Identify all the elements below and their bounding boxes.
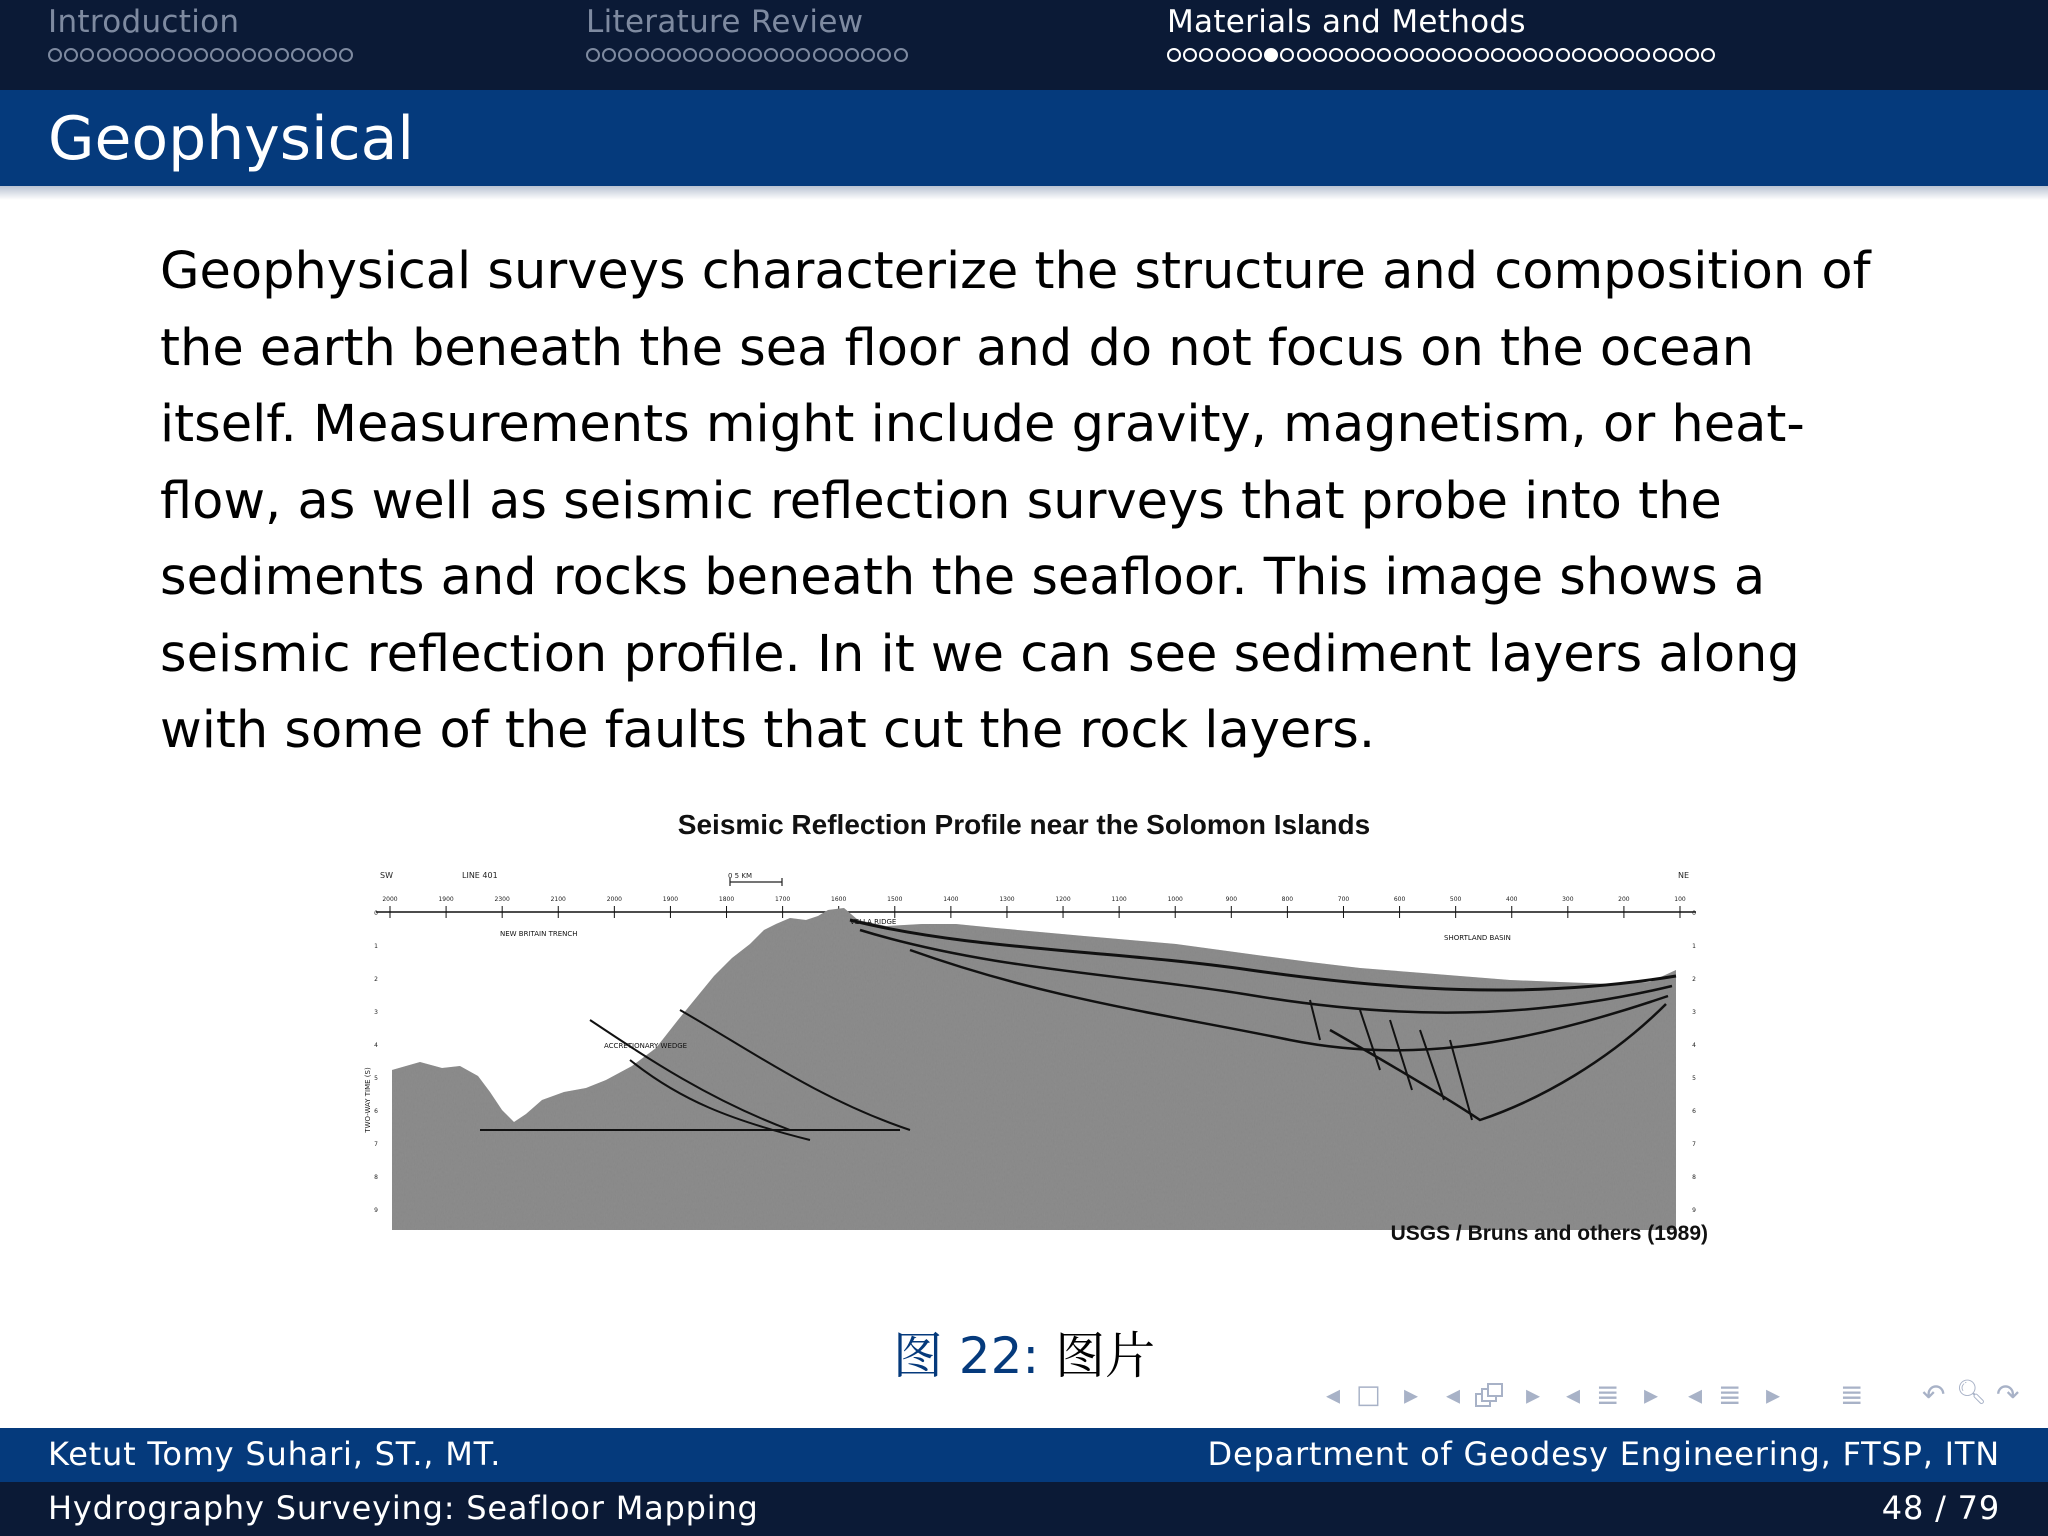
nav-frame-dot[interactable] — [635, 48, 649, 62]
nav-frame-dot[interactable] — [258, 48, 272, 62]
nav-frame-dot[interactable] — [894, 48, 908, 62]
top-tick-label: 500 — [1449, 896, 1462, 903]
nav-back-icon[interactable]: ↶ — [1922, 1378, 1946, 1411]
nav-frame-dot[interactable] — [1442, 48, 1456, 62]
nav-frame-dot[interactable] — [877, 48, 891, 62]
side-tick-label: 2 — [374, 976, 378, 983]
side-tick-label: 7 — [374, 1141, 378, 1148]
nav-presentation-prev-icon[interactable]: ◂ — [1688, 1378, 1703, 1411]
side-tick-label: 8 — [1692, 1174, 1696, 1181]
nav-frame-dot[interactable] — [829, 48, 843, 62]
top-tick-label: 1500 — [887, 896, 903, 903]
nav-frame-dot[interactable] — [1701, 48, 1715, 62]
nav-section-next-icon[interactable]: ▸ — [1644, 1378, 1659, 1411]
footer-author-bar — [0, 1428, 2048, 1482]
nav-frame-dot[interactable] — [748, 48, 762, 62]
nav-subsection-icon[interactable] — [1474, 1382, 1508, 1412]
nav-frame-dot[interactable] — [307, 48, 321, 62]
nav-align-icon[interactable]: ≣ — [1840, 1378, 1864, 1411]
top-tick-label: 300 — [1562, 896, 1574, 903]
nav-frame-dot[interactable] — [699, 48, 713, 62]
page-separator: / — [1935, 1489, 1947, 1527]
nav-frame-dot[interactable] — [1377, 48, 1391, 62]
top-tick-label: 600 — [1393, 896, 1406, 903]
nav-frame-dot[interactable] — [1620, 48, 1634, 62]
nav-frame-dot[interactable] — [339, 48, 353, 62]
nav-frame-dot[interactable] — [602, 48, 616, 62]
body-paragraph: Geophysical surveys characterize the structure and composition of the earth beneath the sea floor and do not focus on the ocean itself. Measurements might include gravity, magnetism, or heat-flow, as well as seismic reflection surveys that probe into the sediments and rocks beneath the seafloor. This image shows a seismic reflection profile. In it we can see sediment layers along with some of the faults that cut the rock layers. — [160, 242, 1871, 760]
nav-frame-dot[interactable] — [1588, 48, 1602, 62]
nav-frame-dot[interactable] — [291, 48, 305, 62]
nav-frame-dot[interactable] — [1394, 48, 1408, 62]
nav-search-icon[interactable]: 🔍︎ — [1956, 1378, 1987, 1406]
label-sw: SW — [380, 871, 393, 880]
side-tick-label: 0 — [1692, 910, 1696, 917]
label-scale: 0 5 KM — [728, 872, 752, 880]
top-tick-label: 1600 — [831, 896, 847, 903]
nav-frame-dot[interactable] — [1361, 48, 1375, 62]
nav-frame-dot[interactable] — [178, 48, 192, 62]
top-tick-label: 900 — [1225, 896, 1238, 903]
nav-frame-dot[interactable] — [1539, 48, 1553, 62]
side-tick-label: 0 — [374, 910, 378, 917]
nav-frame-dot[interactable] — [1523, 48, 1537, 62]
nav-frame-dot[interactable] — [1248, 48, 1262, 62]
side-tick-label: 1 — [374, 943, 378, 950]
nav-section-title[interactable]: Introduction — [48, 4, 240, 40]
nav-frame-dot[interactable] — [796, 48, 810, 62]
nav-frame-dot[interactable] — [1329, 48, 1343, 62]
section-navigation — [0, 0, 2048, 90]
side-tick-label: 7 — [1692, 1141, 1696, 1148]
nav-frame-dot[interactable] — [1507, 48, 1521, 62]
nav-frame-dot[interactable] — [1280, 48, 1294, 62]
footer-short-title: Hydrography Surveying: Seafloor Mapping — [48, 1489, 759, 1527]
nav-frame-dot[interactable] — [764, 48, 778, 62]
top-tick-label: 2300 — [494, 896, 510, 903]
nav-dots — [586, 48, 908, 62]
side-tick-label: 3 — [374, 1009, 378, 1016]
label-basin: SHORTLAND BASIN — [1444, 934, 1511, 942]
nav-presentation-next-icon[interactable]: ▸ — [1766, 1378, 1781, 1411]
figure-credit: USGS / Bruns and others (1989) — [1390, 1222, 1708, 1245]
label-wedge: ACCRETIONARY WEDGE — [604, 1042, 688, 1050]
nav-frame-dot[interactable] — [845, 48, 859, 62]
side-tick-label: 8 — [374, 1174, 378, 1181]
seismic-profile-figure — [350, 800, 1720, 1260]
nav-section-title[interactable]: Literature Review — [586, 4, 864, 40]
nav-frame-dot[interactable] — [1426, 48, 1440, 62]
title-shadow — [0, 186, 2048, 200]
nav-frame-dot[interactable] — [226, 48, 240, 62]
nav-frame-next-icon[interactable]: ▸ — [1404, 1378, 1419, 1411]
top-tick-label: 1900 — [662, 896, 679, 903]
nav-frame-dot[interactable] — [1199, 48, 1213, 62]
nav-frame-dot[interactable] — [861, 48, 875, 62]
side-tick-label: 6 — [374, 1108, 378, 1115]
side-tick-label: 9 — [374, 1207, 378, 1214]
nav-frame-icon[interactable]: □ — [1356, 1380, 1381, 1410]
nav-frame-dot[interactable] — [1345, 48, 1359, 62]
top-tick-label: 1400 — [943, 896, 959, 903]
side-tick-label: 1 — [1692, 943, 1696, 950]
nav-frame-dot[interactable] — [1572, 48, 1586, 62]
label-ne: NE — [1678, 871, 1690, 880]
nav-frame-dot[interactable] — [1216, 48, 1230, 62]
nav-frame-dot[interactable] — [210, 48, 224, 62]
top-tick-label: 1900 — [438, 896, 454, 903]
nav-frame-dot[interactable] — [161, 48, 175, 62]
top-tick-label: 1000 — [1167, 896, 1183, 903]
nav-frame-dot[interactable] — [1556, 48, 1570, 62]
nav-frame-dot[interactable] — [651, 48, 665, 62]
nav-subsection-next-icon[interactable]: ▸ — [1526, 1378, 1541, 1411]
nav-frame-dot[interactable] — [1475, 48, 1489, 62]
nav-frame-dot[interactable] — [1653, 48, 1667, 62]
frame-title-bar — [0, 90, 2048, 186]
nav-frame-dot[interactable] — [1313, 48, 1327, 62]
label-ridge: VELLA RIDGE — [850, 918, 897, 926]
side-tick-label: 6 — [1692, 1108, 1696, 1115]
nav-frame-dot[interactable] — [716, 48, 730, 62]
top-tick-label: 1800 — [718, 896, 735, 903]
side-tick-label: 5 — [1692, 1075, 1696, 1082]
figure-title: Seismic Reflection Profile near the Solomon Islands — [677, 809, 1371, 840]
nav-frame-dot[interactable] — [1458, 48, 1472, 62]
nav-frame-dot[interactable] — [618, 48, 632, 62]
side-tick-label: 2 — [1692, 976, 1696, 983]
nav-frame-prev-icon[interactable]: ◂ — [1326, 1378, 1341, 1411]
footer-author: Ketut Tomy Suhari, ST., MT. — [48, 1435, 502, 1473]
side-tick-label: 9 — [1692, 1207, 1696, 1214]
top-tick-label: 200 — [1618, 896, 1630, 903]
footer-title-bar — [0, 1482, 2048, 1536]
nav-frame-dot[interactable] — [1491, 48, 1505, 62]
nav-frame-dot[interactable] — [1669, 48, 1683, 62]
label-trench: NEW BRITAIN TRENCH — [500, 930, 578, 938]
nav-frame-dot[interactable] — [64, 48, 78, 62]
nav-frame-dot[interactable] — [48, 48, 62, 62]
side-tick-label: 3 — [1692, 1009, 1696, 1016]
nav-section-prev-icon[interactable]: ◂ — [1566, 1378, 1581, 1411]
top-tick-label: 100 — [1674, 896, 1686, 903]
nav-frame-dot[interactable] — [1636, 48, 1650, 62]
nav-dots — [1167, 48, 1715, 62]
top-tick-label: 1300 — [999, 896, 1015, 903]
side-tick-label: 5 — [374, 1075, 378, 1082]
nav-frame-dot[interactable] — [129, 48, 143, 62]
nav-frame-dot[interactable] — [667, 48, 681, 62]
nav-section-title[interactable]: Materials and Methods — [1167, 4, 1526, 40]
nav-frame-dot[interactable] — [80, 48, 94, 62]
nav-frame-dot[interactable] — [683, 48, 697, 62]
nav-frame-dot[interactable] — [1410, 48, 1424, 62]
nav-frame-dot[interactable] — [1167, 48, 1181, 62]
nav-frame-dot[interactable] — [1264, 48, 1278, 62]
y-axis-label: TWO-WAY TIME (S) — [364, 1067, 372, 1133]
page-total: 79 — [1957, 1489, 2000, 1527]
nav-frame-dot[interactable] — [145, 48, 159, 62]
footer-institute: Department of Geodesy Engineering, FTSP, ITN — [1207, 1435, 2000, 1473]
nav-frame-dot[interactable] — [813, 48, 827, 62]
caption-text: 图片 — [1055, 1327, 1156, 1385]
nav-frame-dot[interactable] — [97, 48, 111, 62]
top-tick-label: 1700 — [774, 896, 791, 903]
nav-frame-dot[interactable] — [732, 48, 746, 62]
top-tick-label: 800 — [1281, 896, 1294, 903]
footer-page-number — [1882, 1489, 2000, 1527]
nav-frame-dot[interactable] — [1183, 48, 1197, 62]
top-tick-label: 1100 — [1111, 896, 1127, 903]
nav-frame-dot[interactable] — [1297, 48, 1311, 62]
nav-frame-dot[interactable] — [1685, 48, 1699, 62]
nav-frame-dot[interactable] — [275, 48, 289, 62]
nav-frame-dot[interactable] — [242, 48, 256, 62]
nav-frame-dot[interactable] — [586, 48, 600, 62]
nav-frame-dot[interactable] — [1232, 48, 1246, 62]
nav-frame-dot[interactable] — [113, 48, 127, 62]
nav-presentation-icon[interactable]: ≣ — [1718, 1378, 1742, 1411]
nav-frame-dot[interactable] — [780, 48, 794, 62]
nav-frame-dot[interactable] — [1604, 48, 1618, 62]
side-tick-label: 4 — [374, 1042, 378, 1049]
label-line: LINE 401 — [462, 871, 498, 880]
top-tick-label: 400 — [1506, 896, 1518, 903]
top-tick-label: 2000 — [382, 896, 398, 903]
side-tick-label: 4 — [1692, 1042, 1696, 1049]
nav-frame-dot[interactable] — [323, 48, 337, 62]
top-tick-label: 2000 — [606, 896, 622, 903]
top-tick-label: 700 — [1337, 896, 1350, 903]
caption-label: 图 22: — [892, 1327, 1040, 1385]
nav-section-icon[interactable]: ≣ — [1596, 1378, 1620, 1411]
nav-dots — [48, 48, 353, 62]
frame-title: Geophysical — [48, 104, 415, 174]
page-current: 48 — [1881, 1489, 1925, 1527]
top-tick-label: 2100 — [550, 896, 566, 903]
nav-forward-icon[interactable]: ↷ — [1996, 1378, 2020, 1411]
nav-frame-dot[interactable] — [194, 48, 208, 62]
top-tick-label: 1200 — [1055, 896, 1071, 903]
nav-subsection-prev-icon[interactable]: ◂ — [1446, 1378, 1461, 1411]
